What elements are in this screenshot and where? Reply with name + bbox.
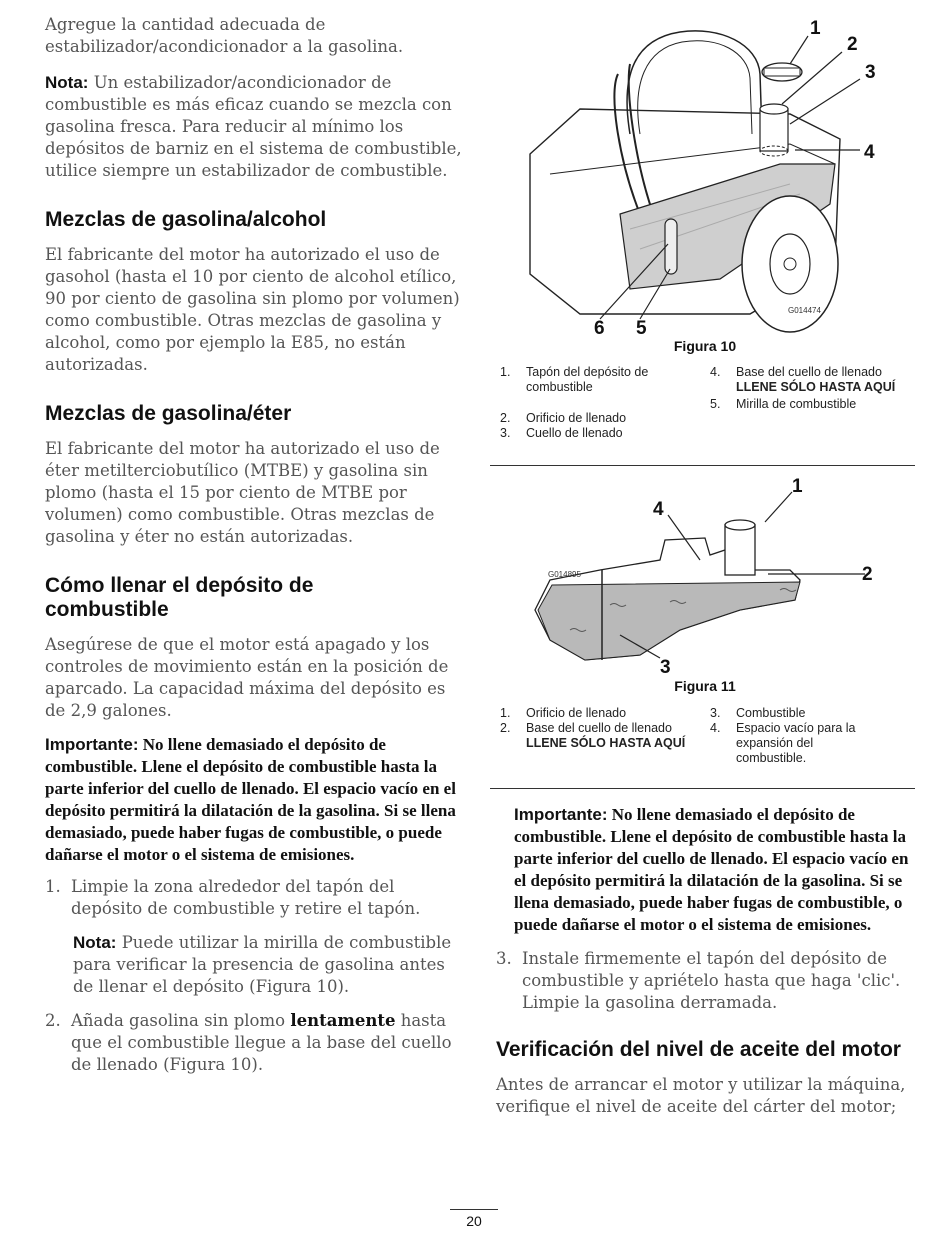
paragraph-aceite: Antes de arrancar el motor y utilizar la máquina, verifique el nivel de aceite del cárter del motor; (496, 1075, 906, 1116)
legend-number: 3. (500, 426, 511, 440)
figure-10-illustration (490, 14, 920, 344)
important-label: Importante: (45, 735, 139, 754)
step-1 (45, 876, 465, 920)
figure-11-code: G014895 (548, 570, 581, 579)
figure-10-callout-5: 5 (636, 318, 647, 339)
divider (490, 788, 915, 789)
heading-aceite: Verificación del nivel de aceite del motor (496, 1038, 901, 1061)
legend-item (500, 706, 710, 721)
step-text-post: hasta que el combustible llegue a la base del cuello de llenado (Figura 10). (71, 1011, 452, 1074)
note-paragraph-2 (45, 932, 465, 998)
legend-item (500, 365, 710, 395)
legend-number: 2. (500, 411, 511, 425)
footer-rule (450, 1209, 498, 1210)
step-text: Limpie la zona alrededor del tapón del depósito de combustible y retire el tapón. (71, 877, 421, 918)
legend-text: Combustible (736, 706, 806, 720)
legend-item (710, 721, 880, 766)
note-text: Un estabilizador/acondicionador de combustible es más eficaz cuando se mezcla con gasolina fresca. Para reducir al mínimo los depósitos de barniz en el sistema de combustible, utilice siempre un estabilizador de combustible. (45, 73, 462, 180)
legend-text (526, 721, 685, 751)
legend-text-main: Base del cuello de llenado (736, 365, 882, 379)
figure-10-callout-6: 6 (594, 318, 605, 339)
note-label-2: Nota: (73, 933, 117, 952)
step-number: 2. (45, 1011, 61, 1030)
legend-number: 2. (500, 721, 511, 735)
step-3 (496, 948, 916, 1014)
important-text: No llene demasiado el depósito de combustible. Llene el depósito de combustible hasta la parte inferior del cuello de llenado. El espacio vacío en el depósito permitirá la dilatación de la gasolina. Si se llena demasiado, puede haber fugas de combustible, o puede dañarse el motor o el sistema de emisiones. (45, 735, 456, 864)
figure-11-legend-left (500, 706, 710, 751)
legend-number: 1. (500, 365, 511, 379)
note-label: Nota: (45, 73, 89, 92)
paragraph-eter: El fabricante del motor ha autorizado el uso de éter metilterciobutílico (MTBE) y gasolina sin plomo (hasta el 15 por ciento de MTBE por volumen) como combustible. Otras mezclas de gasolina y éter no están autorizadas. (45, 439, 440, 546)
important-paragraph-2 (496, 804, 916, 936)
legend-item (710, 365, 920, 395)
legend-text: Orificio de llenado (526, 706, 627, 720)
legend-item (500, 426, 710, 441)
figure-10-callout-2: 2 (847, 34, 858, 55)
heading-eter: Mezclas de gasolina/éter (45, 402, 292, 425)
right-column-text (496, 804, 916, 1118)
step-2 (45, 1010, 465, 1076)
legend-number: 3. (710, 706, 721, 720)
legend-text: Mirilla de combustible (736, 397, 857, 411)
figure-11-legend-right (710, 706, 880, 766)
legend-number: 4. (710, 721, 721, 735)
legend-text: Cuello de llenado (526, 426, 623, 440)
step-number: 1. (45, 877, 61, 896)
important-label-2: Importante: (514, 805, 608, 824)
legend-number: 5. (710, 397, 721, 411)
figure-10-callout-1: 1 (810, 18, 821, 39)
page-number: 20 (466, 1213, 482, 1229)
left-column (45, 14, 465, 1076)
step-text-pre: Añada gasolina sin plomo (71, 1011, 291, 1030)
figure-10-caption: Figura 10 (673, 338, 737, 354)
legend-item (500, 411, 710, 426)
legend-item (710, 397, 920, 412)
note-text-2: Puede utilizar la mirilla de combustible para verificar la presencia de gasolina antes de llenar el depósito (Figura 10). (73, 933, 452, 996)
figure-11-caption: Figura 11 (674, 678, 736, 694)
legend-item (500, 721, 710, 751)
legend-number: 4. (710, 365, 721, 379)
figure-10-legend-right (710, 365, 920, 412)
figure-10-code: G014474 (788, 306, 821, 315)
paragraph-alcohol: El fabricante del motor ha autorizado el uso de gasohol (hasta el 10 por ciento de alcohol etílico, 90 por ciento de gasolina sin plomo por volumen) como combustible. Otras mezclas de gasolina y alcohol, como por ejemplo la E85, no están autorizadas. (45, 245, 460, 374)
legend-text: Orificio de llenado (526, 411, 627, 425)
step-text-bold: lentamente (290, 1011, 396, 1030)
heading-llenar: Cómo llenar el depósito de combustible (45, 574, 314, 621)
heading-alcohol: Mezclas de gasolina/alcohol (45, 208, 327, 231)
figure-10-legend-left (500, 365, 710, 441)
divider (490, 465, 915, 466)
legend-text-caps: LLENE SÓLO HASTA AQUÍ (526, 736, 686, 750)
legend-item (710, 706, 880, 721)
figure-11-callout-1: 1 (792, 476, 803, 497)
paragraph-llenar: Asegúrese de que el motor está apagado y los controles de movimiento están en la posición de aparcado. La capacidad máxima del depósito es de 2,9 galones. (45, 635, 449, 720)
legend-text (736, 365, 895, 395)
important-paragraph (45, 734, 465, 866)
figure-11-callout-2: 2 (862, 564, 873, 585)
note-paragraph (45, 72, 465, 182)
figure-11-illustration (490, 470, 920, 680)
figure-11-callout-3: 3 (660, 657, 671, 678)
legend-text-caps: LLENE SÓLO HASTA AQUÍ (736, 380, 896, 394)
step-number: 3. (496, 949, 512, 968)
legend-text: Espacio vacío para la expansión del combustible. (736, 721, 856, 765)
legend-text: Tapón del depósito de combustible (526, 365, 649, 394)
figure-10-callout-3: 3 (865, 62, 876, 83)
figure-10-callout-4: 4 (864, 142, 875, 163)
figure-11-callout-4: 4 (653, 499, 664, 520)
step-text: Instale firmemente el tapón del depósito de combustible y apriételo hasta que haga 'clic'. Limpie la gasolina derramada. (522, 949, 901, 1012)
step-text (71, 1010, 465, 1076)
important-text-2: No llene demasiado el depósito de combustible. Llene el depósito de combustible hasta la parte inferior del cuello de llenado. El espacio vacío en el depósito permitirá la dilatación de la gasolina. Si se llena demasiado, puede haber fugas de combustible, o puede dañarse el motor o el sistema de emisiones. (514, 805, 909, 934)
legend-number: 1. (500, 706, 511, 720)
intro-text: Agregue la cantidad adecuada de estabilizador/acondicionador a la gasolina. (45, 15, 404, 56)
legend-text-main: Base del cuello de llenado (526, 721, 672, 735)
